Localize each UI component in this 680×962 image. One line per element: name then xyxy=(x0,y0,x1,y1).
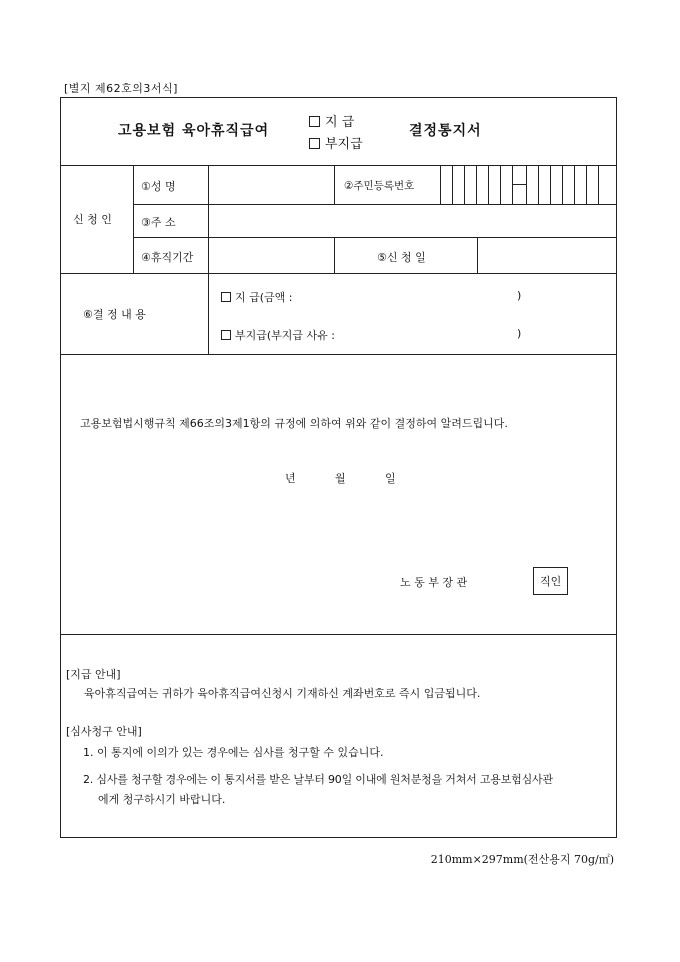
review-guide-item-2-cont: 에게 청구하시기 바랍니다. xyxy=(98,793,226,806)
divider xyxy=(133,165,134,273)
form-title-right: 결정통지서 xyxy=(409,123,482,139)
apply-date-field[interactable] xyxy=(478,238,615,272)
checkbox-decision-nopay[interactable] xyxy=(221,330,231,340)
form-number-label: [별지 제62호의3서식] xyxy=(64,82,178,95)
pay-guide-text: 육아휴직급여는 귀하가 육아휴직급여신청시 기재하신 계좌번호로 즉시 입금됩니다. xyxy=(84,687,481,700)
option-pay-label: 지 급 xyxy=(325,115,355,130)
name-label: ①성 명 xyxy=(141,180,176,193)
pay-guide-title: [지급 안내] xyxy=(66,668,121,681)
review-guide-item-1: 1. 이 통지에 이의가 있는 경우에는 심사를 청구할 수 있습니다. xyxy=(83,746,384,759)
option-pay[interactable] xyxy=(309,111,354,130)
review-guide-item-2: 2. 심사를 청구할 경우에는 이 통지서를 받은 날부터 90일 이내에 원처분청을 거쳐서 고용보험심사관 xyxy=(83,773,553,786)
checkbox-pay[interactable] xyxy=(309,116,320,127)
option-nopay[interactable] xyxy=(309,133,363,152)
divider xyxy=(61,165,616,166)
rrn-label: ②주민등록번호 xyxy=(344,180,415,192)
close-paren: ) xyxy=(517,289,522,302)
paper-size-note: 210mm×297mm(전산용지 70g/㎡) xyxy=(430,853,614,866)
date-year: 년 xyxy=(285,472,296,485)
decision-pay-option[interactable] xyxy=(221,289,293,305)
leave-period-field[interactable] xyxy=(209,238,333,272)
divider xyxy=(334,237,335,273)
applicant-group-label: 신 청 인 xyxy=(73,213,112,226)
checkbox-nopay[interactable] xyxy=(309,138,320,149)
date-day: 일 xyxy=(385,472,396,485)
address-label: ③주 소 xyxy=(141,216,176,229)
decision-nopay-text: 부지급(부지급 사유 : xyxy=(235,329,335,342)
rrn-dash xyxy=(512,184,526,185)
notice-form xyxy=(60,97,617,838)
divider xyxy=(61,354,616,355)
close-paren: ) xyxy=(517,327,522,340)
decision-label: ⑥결 정 내 용 xyxy=(83,308,146,321)
divider xyxy=(334,165,335,204)
apply-date-label: ⑤신 청 일 xyxy=(377,251,426,264)
address-field[interactable] xyxy=(209,205,615,236)
decision-pay-text: 지 급(금액 : xyxy=(235,291,293,304)
leave-period-label: ④휴직기간 xyxy=(141,251,194,264)
divider xyxy=(440,165,441,204)
form-title-left: 고용보험 육아휴직급여 xyxy=(118,123,270,139)
official-seal: 직인 xyxy=(533,567,568,595)
divider xyxy=(61,634,616,635)
decision-nopay-option[interactable] xyxy=(221,327,335,343)
checkbox-decision-pay[interactable] xyxy=(221,292,231,302)
name-field[interactable] xyxy=(209,166,333,203)
divider xyxy=(61,273,616,274)
date-month: 월 xyxy=(335,472,346,485)
option-nopay-label: 부지급 xyxy=(325,137,363,152)
review-guide-title: [심사청구 안내] xyxy=(66,725,142,738)
notice-body-text: 고용보험법시행규칙 제66조의3제1항의 규정에 의하여 위와 같이 결정하여 알려드립니다. xyxy=(80,417,508,430)
issuer-name: 노 동 부 장 관 xyxy=(400,576,468,589)
